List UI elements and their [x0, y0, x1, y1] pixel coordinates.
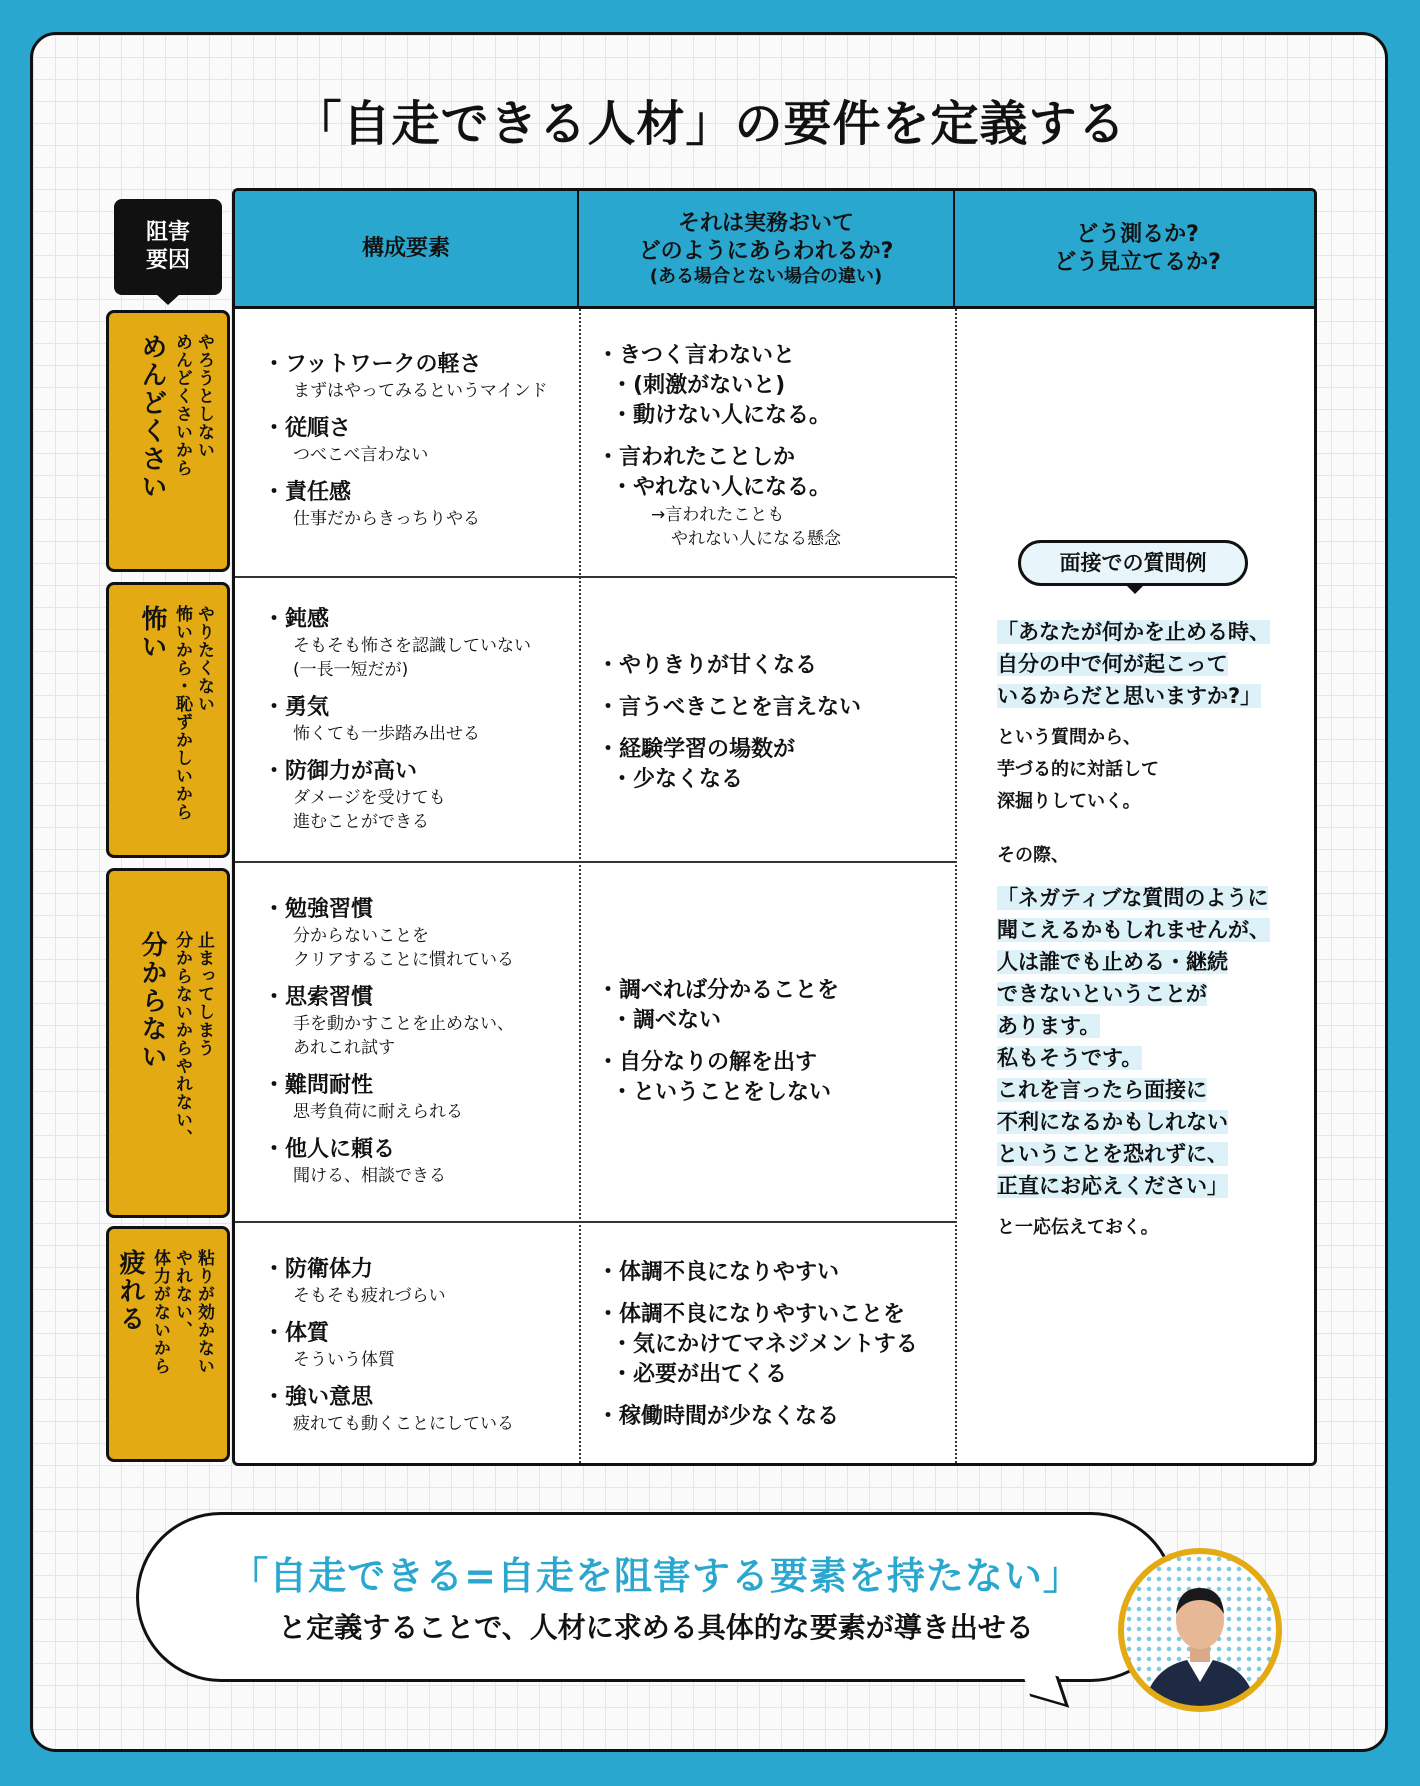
requirements-table — [232, 188, 1317, 1466]
component-item: ・ 責任感 仕事だからきっちりやる — [273, 479, 548, 531]
avatar — [1118, 1548, 1282, 1712]
effects-row-4 — [607, 1258, 918, 1444]
component-item: ・ 強い意思 疲れても動くことにしている — [273, 1384, 514, 1436]
interview-text-3: と一応伝えておく。 — [997, 1217, 1159, 1238]
effect-item: ・ 体調不良になりやすい — [607, 1258, 918, 1288]
row-divider — [235, 1221, 955, 1223]
factor-tsukareru: 疲れる 体力がないから やれない、 粘りが効かない — [106, 1226, 230, 1462]
components-row-3 — [273, 896, 514, 1200]
component-item: ・ 従順さ つべこべ言わない — [273, 415, 548, 467]
factor-kowai: 怖い 怖いから・恥ずかしいから やりたくない — [106, 582, 230, 858]
effect-item: ・ 言われたことしか ・ やれない人になる。 →言われたことも やれない人になる懸念 — [607, 443, 841, 551]
row-divider — [235, 576, 955, 578]
effect-item: ・ 調べれば分かることを ・ 調べない — [607, 976, 839, 1036]
effect-item: ・ 自分なりの解を出す ・ ということをしない — [607, 1048, 839, 1108]
effect-item: ・ 言うべきことを言えない — [607, 693, 861, 723]
component-item: ・ 防御力が高い ダメージを受けても 進むことができる — [273, 758, 531, 834]
effect-item: ・ 稼働時間が少なくなる — [607, 1402, 918, 1432]
row-divider — [235, 861, 955, 863]
components-row-1 — [273, 351, 548, 543]
header-components: 構成要素 — [235, 191, 579, 309]
interview-text: という質問から、 芋づる的に対話して 深掘りしていく。 — [997, 727, 1159, 812]
header-measure: どう測るか? どう見立てるか? — [955, 191, 1317, 309]
effect-item: ・ やりきりが甘くなる — [607, 651, 861, 681]
effect-item: ・ 経験学習の場数が ・ 少なくなる — [607, 735, 861, 795]
components-row-2 — [273, 606, 531, 846]
component-item: ・ 勇気 怖くても一歩踏み出せる — [273, 694, 531, 746]
component-item: ・ 他人に頼る 聞ける、相談できる — [273, 1136, 514, 1188]
person-icon — [1124, 1554, 1276, 1706]
factor-mendokusai: めんどくさい めんどくさいから やろうとしない — [106, 310, 230, 572]
page-title: 「自走できる人材」の要件を定義する — [293, 96, 1127, 152]
component-item: ・ 防衛体力 そもそも疲れづらい — [273, 1256, 514, 1308]
component-item: ・ 思索習慣 手を動かすことを止めない、 あれこれ試す — [273, 984, 514, 1060]
effects-row-1 — [607, 341, 841, 563]
interview-quote: 「ネガティブな質問のように 聞こえるかもしれませんが、 人は誰でも止める・継続 できないということが あります。 私もそうです。 これを言ったら面接に 不利になるかもしれない ということを恐れずに、 正直にお応えください」 — [997, 886, 1270, 1198]
components-row-4 — [273, 1256, 514, 1448]
effects-row-2 — [607, 651, 861, 807]
component-item: ・ 鈍感 そもそも怖さを認識していない (一長一短だが) — [273, 606, 531, 682]
interview-question: 「あなたが何かを止める時、 自分の中で何が起こって いるからだと思いますか?」 — [997, 620, 1270, 708]
component-item: ・ 難問耐性 思考負荷に耐えられる — [273, 1072, 514, 1124]
component-item: ・ 勉強習慣 分からないことを クリアすることに慣れている — [273, 896, 514, 972]
factor-wakaranai: 分からない 分からないからやれない、 止まってしまう — [106, 868, 230, 1218]
component-item: ・ フットワークの軽さ まずはやってみるというマインド — [273, 351, 548, 403]
interview-badge: 面接での質問例 — [1018, 540, 1248, 586]
header-effects: それは実務おいて どのようにあらわれるか? (ある場合とない場合の違い) — [579, 191, 955, 309]
factor-tag: 阻害 要因 — [114, 199, 222, 295]
interview-text-2: その際、 — [997, 845, 1069, 866]
effects-row-3 — [607, 976, 839, 1120]
effect-item: ・ 体調不良になりやすいことを ・ 気にかけてマネジメントする ・ 必要が出てくる — [607, 1300, 918, 1390]
conclusion-bubble: 「自走できる=自走を阻害する要素を持たない」 と定義することで、人材に求める具体的な要素が導き出せる — [136, 1512, 1176, 1682]
column-divider — [955, 309, 957, 1463]
column-divider — [579, 309, 581, 1463]
effect-item: ・ きつく言わないと ・ (刺激がないと) ・ 動けない人になる。 — [607, 341, 841, 431]
component-item: ・ 体質 そういう体質 — [273, 1320, 514, 1372]
